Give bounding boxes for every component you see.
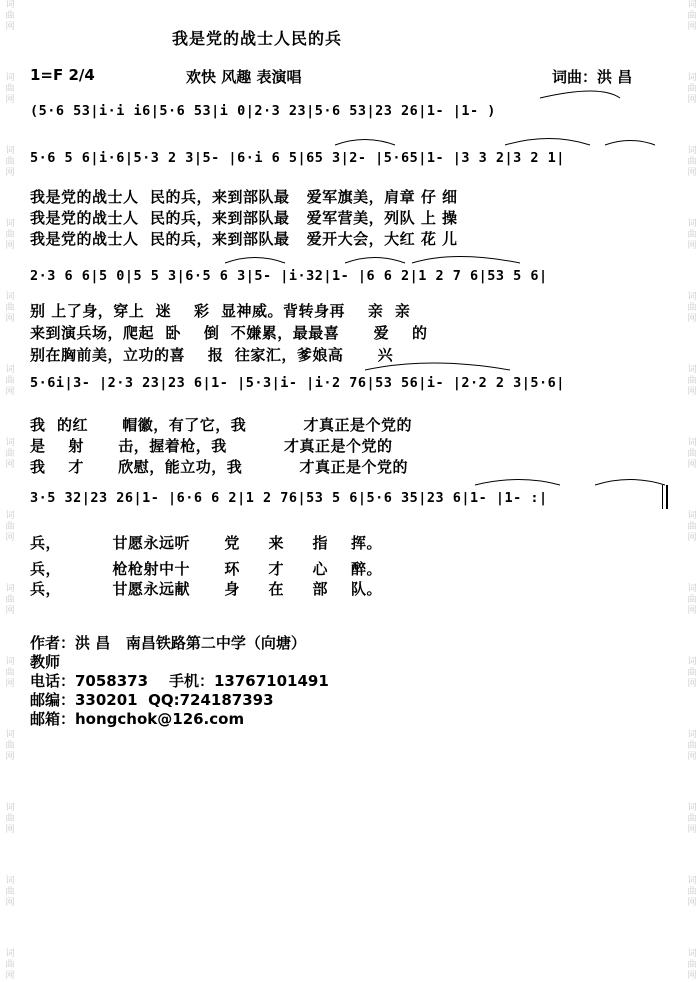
watermark-text: 词 曲 网	[687, 803, 697, 835]
watermark-text: 词 曲 网	[5, 438, 15, 470]
watermark-text: 词 曲 网	[687, 876, 697, 908]
watermark-text: 词 曲 网	[5, 803, 15, 835]
notation-line-4: 5·6i|3- |2·3 23|23 6|1- |5·3|i- |i·2 76|53 56|i- |2·2 2 3|5·6|	[30, 375, 565, 391]
watermark-text: 词 曲 网	[5, 584, 15, 616]
watermark-text: 词 曲 网	[687, 146, 697, 178]
lyric-3-verse-2: 是 射 击，握着枪，我 才真正是个党的	[30, 437, 393, 455]
watermark-text: 词 曲 网	[687, 219, 697, 251]
watermark-text: 词 曲 网	[687, 365, 697, 397]
watermark-text: 词 曲 网	[5, 146, 15, 178]
key-signature: 1=F 2/4	[30, 66, 95, 84]
lyric-1-verse-3: 我是党的战士人 民的兵，来到部队最 爱开大会，大红 花 儿	[30, 230, 458, 248]
watermark-text: 词 曲 网	[5, 0, 15, 32]
watermark-text: 词 曲 网	[5, 365, 15, 397]
watermark-text: 词 曲 网	[687, 73, 697, 105]
watermark-text: 词 曲 网	[687, 438, 697, 470]
lyric-3-verse-3: 我 才 欣慰，能立功，我 才真正是个党的	[30, 458, 408, 476]
lyric-4-verse-3: 兵， 甘愿永远献 身 在 部 队。	[30, 580, 382, 598]
watermark-text: 词 曲 网	[5, 730, 15, 762]
lyric-1-verse-1: 我是党的战士人 民的兵，来到部队最 爱军旗美，肩章 仔 细	[30, 188, 458, 206]
watermark-text: 词 曲 网	[5, 219, 15, 251]
footer-postcode: 邮编：330201 QQ:724187393	[30, 691, 274, 709]
watermark-text: 词 曲 网	[687, 730, 697, 762]
lyric-2-verse-3: 别在胸前美，立功的喜 报 往家汇，爹娘高 兴	[30, 346, 394, 364]
lyric-1-verse-2: 我是党的战士人 民的兵，来到部队最 爱军营美，列队 上 操	[30, 209, 458, 227]
watermark-text: 词 曲 网	[687, 584, 697, 616]
watermark-text: 词 曲 网	[5, 876, 15, 908]
notation-line-1: (5·6 53|i·i i6|5·6 53|i 0|2·3 23|5·6 53|23 26|1- |1- )	[30, 103, 496, 119]
watermark-text: 词 曲 网	[687, 292, 697, 324]
watermark-text: 词 曲 网	[687, 511, 697, 543]
watermark-text: 词 曲 网	[5, 949, 15, 981]
watermark-text: 词 曲 网	[5, 511, 15, 543]
notation-line-3: 2·3 6 6|5 0|5 5 3|6·5 6 3|5- |i·32|1- |6 6 2|1 2 7 6|53 5 6|	[30, 268, 548, 284]
lyric-2-verse-1: 别 上了身，穿上 迷 彩 显神威。背转身再 亲 亲	[30, 302, 411, 320]
watermark-text: 词 曲 网	[687, 657, 697, 689]
footer-phone: 电话：7058373 手机：13767101491	[30, 672, 329, 690]
watermark-text: 词 曲 网	[5, 73, 15, 105]
footer-email: 邮箱：hongchok@126.com	[30, 710, 245, 728]
composer-credit: 词曲：洪 昌	[552, 68, 633, 86]
footer-role: 教师	[30, 653, 61, 671]
notation-line-5: 3·5 32|23 26|1- |6·6 6 2|1 2 76|53 5 6|5·6 35|23 6|1- |1- :|	[30, 490, 548, 506]
lyric-4-verse-1: 兵， 甘愿永远听 党 来 指 挥。	[30, 534, 382, 552]
lyric-4-verse-2: 兵， 枪枪射中十 环 才 心 醉。	[30, 560, 382, 578]
lyric-2-verse-2: 来到演兵场，爬起 卧 倒 不嫌累，最最喜 爱 的	[30, 324, 428, 342]
notation-line-2: 5·6 5 6|i·6|5·3 2 3|5- |6·i 6 5|65 3|2- |5·65|1- |3 3 2|3 2 1|	[30, 150, 565, 166]
watermark-text: 词 曲 网	[687, 949, 697, 981]
footer-author: 作者：洪 昌 南昌铁路第二中学（向塘）	[30, 634, 306, 652]
song-title: 我是党的战士人民的兵	[172, 29, 343, 48]
lyric-3-verse-1: 我 的红 帽徽，有了它，我 才真正是个党的	[30, 416, 413, 434]
watermark-text: 词 曲 网	[5, 292, 15, 324]
watermark-text: 词 曲 网	[5, 657, 15, 689]
watermark-text: 词 曲 网	[687, 0, 697, 32]
tempo-marking: 欢快 风趣 表演唱	[186, 68, 302, 86]
